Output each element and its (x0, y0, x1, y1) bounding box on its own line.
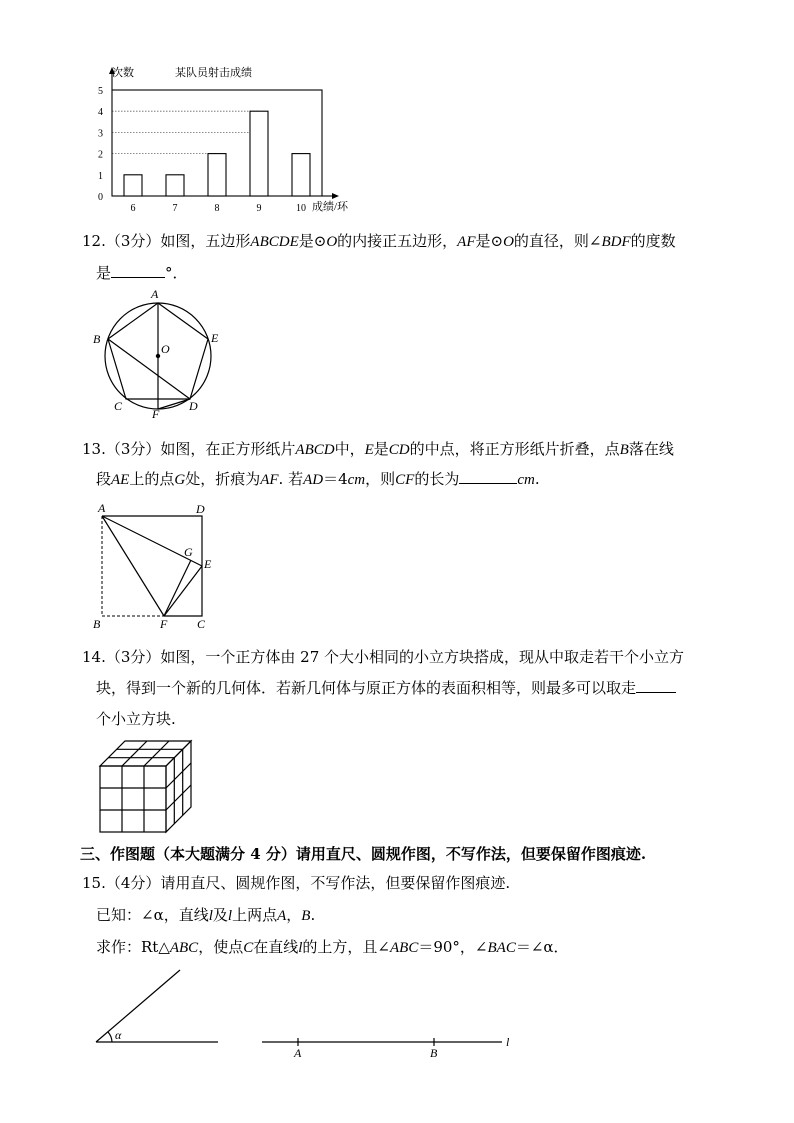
q14-text: 块，得到一个新的几何体．若新几何体与原正方体的表面积相等，则最多可以取走 (96, 679, 637, 697)
q13-var: AD (303, 472, 324, 488)
label-f: F (160, 617, 168, 631)
q12-text: 的度数 (630, 232, 676, 250)
q12-text: 是⊙ (475, 232, 504, 250)
label-c: C (197, 617, 206, 631)
q12-text: 是 (96, 264, 112, 282)
q13-var: cm (347, 472, 366, 488)
q12-line2 (96, 262, 188, 284)
cube-top-face (100, 741, 191, 766)
chart-bar (292, 154, 310, 196)
q14-answer-blank[interactable] (636, 678, 676, 693)
label-alpha: α (115, 1028, 122, 1042)
q13-text: 的中点，将正方形纸片折叠，点 (409, 440, 620, 458)
chart-x-tick-label: 10 (296, 203, 306, 214)
segment-df (158, 399, 190, 409)
chart-ylabel: 次数 (112, 67, 134, 79)
q13-var: AE (111, 472, 130, 488)
section-3-title: 三、作图题（本大题满分 4 分）请用直尺、圆规作图，不写作法，但要保留作图痕迹. (80, 845, 647, 863)
q15-var: ABC (169, 940, 199, 956)
q12-var: O (503, 234, 514, 250)
cube-right-face (166, 741, 191, 832)
label-a: A (98, 501, 106, 515)
q15-text: 在直线 (253, 938, 299, 956)
q12-answer-blank[interactable] (111, 263, 165, 278)
q15-line3 (96, 936, 569, 959)
q14-text: 14.（3分）如图，一个正方体由 27 个大小相同的小立方块搭成，现从中取走若干个小立方 (82, 648, 685, 666)
chart-x-tick-label: 7 (172, 203, 178, 214)
chart-x-tick-label: 9 (256, 203, 262, 214)
q15-given-figure (88, 966, 528, 1066)
q13-answer-blank[interactable] (459, 469, 517, 484)
label-o: O (161, 342, 170, 356)
q15-var: A (277, 908, 287, 924)
label-c: C (114, 399, 123, 413)
angle-alpha-arc (108, 1032, 112, 1042)
q12-text: 的内接正五边形， (337, 232, 458, 250)
q15-var: l (208, 908, 213, 924)
q15-var: C (243, 940, 254, 956)
label-l: l (506, 1035, 510, 1049)
chart-bar (124, 175, 142, 196)
chart-bar (166, 175, 184, 196)
q13-text: ＝4 (323, 470, 348, 488)
label-e: E (211, 331, 219, 345)
cube-front-face (100, 766, 166, 832)
q13-text: ，则 (365, 470, 396, 488)
label-f: F (152, 407, 160, 418)
q15-var: l (227, 908, 233, 924)
label-b: B (93, 332, 101, 346)
q12-var: AF (457, 234, 476, 250)
q13-var: CF (395, 472, 415, 488)
segment-fg (164, 560, 191, 616)
q15-text: . (310, 906, 316, 924)
q13-line1 (82, 438, 674, 461)
chart-y-tick-label: 3 (98, 128, 103, 140)
q12-var: O (326, 234, 338, 250)
q13-text: 是 (373, 440, 389, 458)
q15-var: BAC (487, 940, 516, 956)
q13-var: cm (517, 472, 535, 488)
q15-text: ，使点 (198, 938, 244, 956)
q15-text: ＝90°，∠ (418, 938, 488, 956)
angle-alpha-arm (96, 970, 180, 1042)
chart-y-tick-label: 5 (98, 86, 103, 97)
chart-y-tick-label: 1 (98, 170, 103, 182)
q15-text: 及 (212, 906, 228, 924)
q12-line1 (82, 230, 676, 253)
q15-line1 (82, 872, 510, 894)
q13-text: 处，折痕为 (185, 470, 261, 488)
q14-line1 (82, 646, 684, 668)
q12-var: ABCDE (250, 234, 299, 250)
q13-text: . (534, 470, 540, 488)
q12-text: °． (165, 264, 188, 282)
label-g: G (184, 545, 193, 559)
label-a: A (151, 287, 159, 301)
q14-cube-figure (96, 736, 196, 838)
q13-var: AF (260, 472, 279, 488)
q13-var: CD (388, 442, 410, 458)
q12-text: 12.（3分）如图，五边形 (82, 232, 251, 250)
chart-x-tick-label: 8 (214, 203, 220, 214)
q13-line2 (96, 468, 540, 491)
chart-bar (208, 154, 226, 196)
chart-y-tick-label: 2 (98, 149, 103, 161)
q15-line2 (96, 904, 315, 927)
chart-y-tick-label: 4 (98, 107, 103, 119)
q13-var: B (619, 442, 629, 458)
q15-var: B (301, 908, 311, 924)
q12-pentagon-figure (88, 286, 228, 418)
q13-text: 13.（3分）如图，在正方形纸片 (82, 440, 296, 458)
q13-text: 段 (96, 470, 112, 488)
segment-bd (108, 339, 190, 399)
chart-x-arrow (332, 193, 339, 199)
q13-text: 上的点 (129, 470, 175, 488)
label-b: B (93, 617, 101, 631)
q13-var: G (174, 472, 186, 488)
q13-var: E (364, 442, 374, 458)
q13-square-fold-figure (88, 500, 218, 632)
q12-var: BDF (601, 234, 631, 250)
center-o-dot (156, 354, 160, 358)
q15-text: 15.（4分）请用直尺、圆规作图，不写作法，但要保留作图痕迹. (82, 874, 511, 892)
q15-var: l (298, 940, 303, 956)
label-a: A (294, 1046, 302, 1060)
chart-title: 某队员射击成绩 (175, 67, 252, 79)
q13-text: 落在线 (628, 440, 674, 458)
q15-text: 已知：∠α，直线 (96, 906, 209, 924)
chart-x-tick-label: 6 (130, 203, 136, 214)
square-sides-adc (102, 516, 202, 616)
q13-var: ABCD (295, 442, 335, 458)
q12-text: 的直径，则∠ (513, 232, 602, 250)
q13-text: 中， (334, 440, 365, 458)
chart-bar (250, 111, 268, 196)
q15-text: 求作：Rt△ (96, 938, 170, 956)
label-d: D (196, 502, 205, 516)
label-d: D (189, 399, 198, 413)
q12-text: 是⊙ (298, 232, 327, 250)
segment-fe (164, 566, 202, 616)
q15-text: 的上方，且∠ (302, 938, 390, 956)
shooting-bar-chart (90, 62, 360, 222)
q14-line2 (96, 677, 676, 699)
label-b: B (430, 1046, 438, 1060)
label-e: E (204, 557, 212, 571)
chart-y-tick-label: 0 (98, 192, 103, 203)
q15-text: 上两点 (232, 906, 278, 924)
q15-var: ABC (390, 940, 419, 956)
q15-text: ＝∠α． (515, 938, 569, 956)
q14-text: 个小立方块. (96, 710, 176, 728)
chart-xlabel: 成绩/环 (312, 201, 349, 213)
q14-line3 (96, 708, 176, 730)
q13-text: . 若 (278, 470, 304, 488)
q13-text: 的长为 (414, 470, 460, 488)
q15-text: ， (286, 906, 302, 924)
